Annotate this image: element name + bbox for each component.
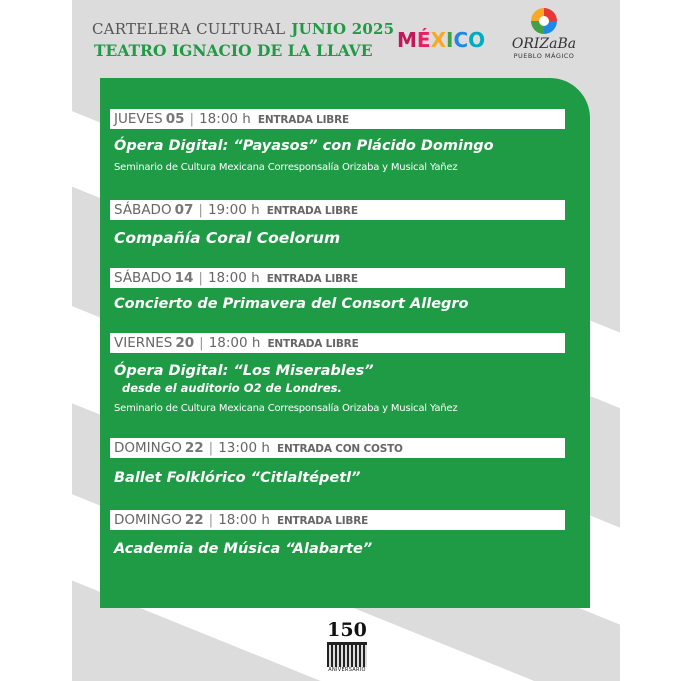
event-organizer: Seminario de Cultura Mexicana Corresponsalía Orizaba y Musical Yañez bbox=[114, 162, 458, 173]
event-date-bar bbox=[110, 268, 565, 288]
event-day-number: 05 bbox=[165, 111, 185, 127]
events-board bbox=[100, 78, 590, 608]
poster bbox=[72, 0, 620, 681]
event-day-number: 22 bbox=[184, 440, 204, 456]
event-time: 18:00 h bbox=[199, 111, 251, 127]
mexico-logo bbox=[397, 28, 485, 52]
mexico-logo-letter: É bbox=[416, 28, 431, 52]
orizaba-logo bbox=[506, 8, 582, 64]
event-day: SÁBADO bbox=[114, 202, 172, 218]
event-time: 18:00 h bbox=[207, 270, 260, 286]
event-time: 19:00 h bbox=[207, 202, 260, 218]
event-date-bar bbox=[110, 333, 565, 353]
event-title: Ballet Folklórico “Citlaltépetl” bbox=[114, 470, 361, 486]
separator: | bbox=[199, 335, 204, 351]
orizaba-logo-title: ORIZaBa bbox=[511, 36, 577, 52]
event-entry: ENTRADA LIBRE bbox=[276, 515, 369, 527]
separator: | bbox=[208, 512, 214, 528]
event-day: SÁBADO bbox=[114, 270, 172, 286]
event-subtitle: desde el auditorio O2 de Londres. bbox=[122, 381, 342, 395]
event-day-number: 07 bbox=[174, 202, 194, 218]
event-entry: ENTRADA LIBRE bbox=[266, 205, 358, 217]
event-entry: ENTRADA CON COSTO bbox=[276, 443, 403, 455]
event-day: DOMINGO bbox=[114, 440, 182, 456]
month-label: JUNIO 2025 bbox=[291, 20, 395, 38]
event-day: JUEVES bbox=[114, 111, 163, 127]
header bbox=[72, 0, 620, 78]
event-date-bar bbox=[110, 510, 565, 530]
separator: | bbox=[208, 440, 214, 456]
separator: | bbox=[198, 202, 203, 218]
orizaba-logo-subtitle: PUEBLO MÁGICO bbox=[513, 52, 575, 60]
event-title: Ópera Digital: “Los Miserables” bbox=[114, 363, 374, 379]
event-day-number: 22 bbox=[184, 512, 204, 528]
event-day: VIERNES bbox=[114, 335, 173, 351]
event-organizer: Seminario de Cultura Mexicana Corresponsalía Orizaba y Musical Yañez bbox=[114, 403, 458, 414]
event-title: Ópera Digital: “Payasos” con Plácido Domingo bbox=[114, 138, 494, 154]
event-day: DOMINGO bbox=[114, 512, 182, 528]
separator: | bbox=[198, 270, 203, 286]
event-entry: ENTRADA LIBRE bbox=[267, 338, 359, 350]
theater-building-icon bbox=[327, 642, 367, 667]
event-time: 18:00 h bbox=[218, 512, 270, 528]
anniversary-label: ANIVERSARIO bbox=[328, 667, 366, 673]
event-time: 18:00 h bbox=[208, 335, 261, 351]
event-title: Concierto de Primavera del Consort Allegro bbox=[114, 296, 469, 312]
mexico-logo-letter: C bbox=[453, 28, 469, 52]
event-time: 13:00 h bbox=[218, 440, 270, 456]
mexico-logo-letter: I bbox=[446, 28, 454, 52]
separator: | bbox=[189, 111, 195, 127]
flower-icon bbox=[531, 8, 557, 34]
event-title: Academia de Música “Alabarte” bbox=[114, 541, 373, 557]
mexico-logo-letter: X bbox=[430, 28, 446, 52]
mexico-logo-letter: O bbox=[468, 28, 486, 52]
event-entry: ENTRADA LIBRE bbox=[257, 114, 349, 126]
header-line-1 bbox=[92, 20, 394, 38]
event-day-number: 14 bbox=[174, 270, 194, 286]
event-date-bar bbox=[110, 438, 565, 458]
event-date-bar bbox=[110, 109, 565, 129]
venue-title: TEATRO IGNACIO DE LA LLAVE bbox=[94, 41, 373, 60]
event-entry: ENTRADA LIBRE bbox=[266, 273, 358, 285]
event-day-number: 20 bbox=[175, 335, 195, 351]
event-title: Compañía Coral Coelorum bbox=[114, 229, 341, 247]
mexico-logo-letter: M bbox=[397, 28, 417, 52]
anniversary-number: 150 bbox=[327, 619, 367, 641]
series-title: CARTELERA CULTURAL bbox=[92, 20, 286, 38]
event-date-bar bbox=[110, 200, 565, 220]
anniversary-logo bbox=[326, 620, 368, 680]
